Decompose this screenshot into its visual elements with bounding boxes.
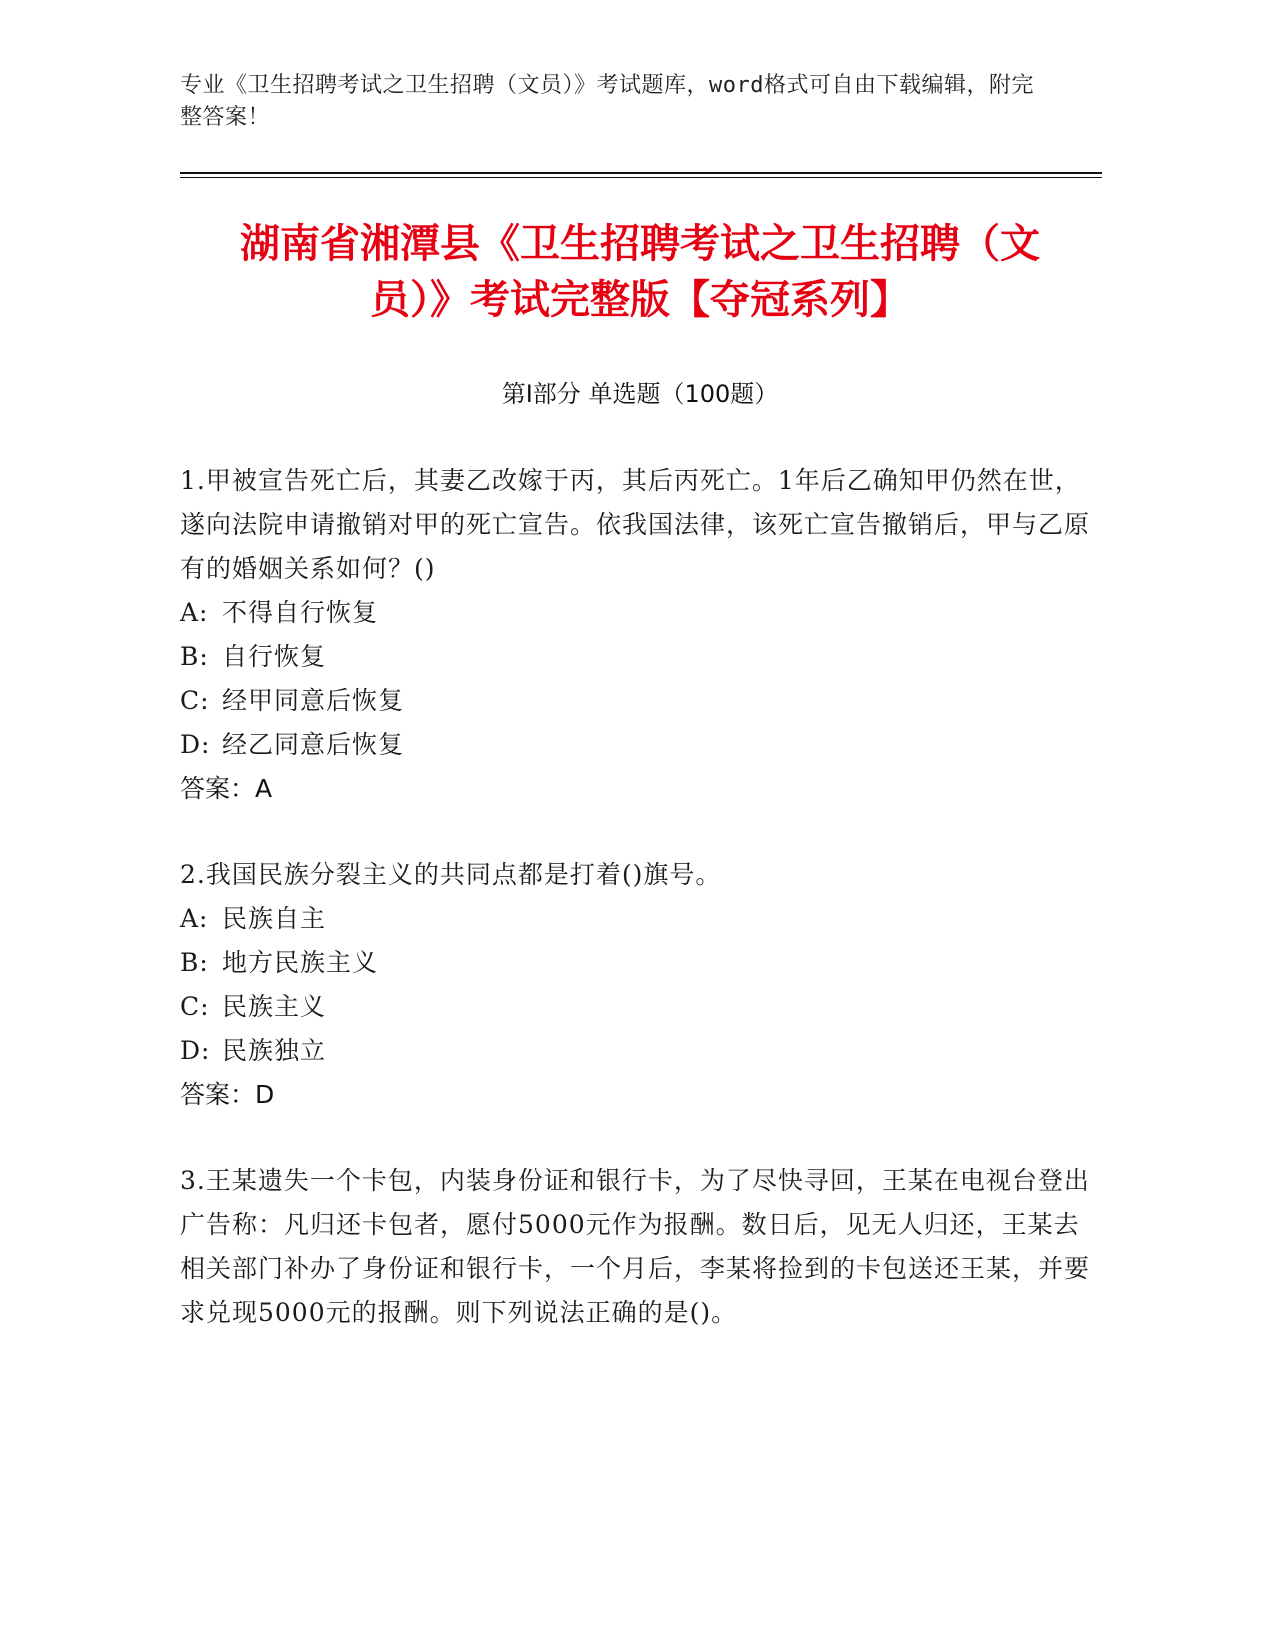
question-1: [180, 459, 1100, 811]
option-c: C: 经甲同意后恢复: [180, 686, 405, 715]
header-divider: [180, 172, 1102, 178]
option-a: A: 民族自主: [180, 904, 327, 933]
option-d: D: 经乙同意后恢复: [180, 730, 405, 759]
question-2: [180, 853, 1100, 1117]
document-title: 湖南省湘潭县《卫生招聘考试之卫生招聘（文员）》考试完整版【夺冠系列】: [240, 221, 1040, 323]
answer-line: 答案：D: [180, 1080, 275, 1109]
option-b: B: 自行恢复: [180, 642, 327, 671]
question-stem: 1.甲被宣告死亡后，其妻乙改嫁于丙，其后丙死亡。1年后乙确知甲仍然在世，遂向法院申请撤销对甲的死亡宣告。依我国法律，该死亡宣告撤销后，甲与乙原有的婚姻关系如何？(): [180, 466, 1091, 583]
question-3: [180, 1159, 1100, 1335]
answer-line: 答案：A: [180, 774, 273, 803]
question-stem: 2.我国民族分裂主义的共同点都是打着()旗号。: [180, 860, 722, 889]
section-title: 第Ⅰ部分 单选题（100题）: [501, 380, 779, 408]
question-stem: 3.王某遗失一个卡包，内装身份证和银行卡，为了尽快寻回，王某在电视台登出广告称：凡归还卡包者，愿付5000元作为报酬。数日后，见无人归还，王某去相关部门补办了身份证和银行卡，一个月后，李某将捡到的卡包送还王某，并要求兑现5000元的报酬。则下列说法正确的是()。: [180, 1166, 1091, 1327]
option-b: B: 地方民族主义: [180, 948, 379, 977]
header-note: 专业《卫生招聘考试之卫生招聘（文员）》考试题库，word格式可自由下载编辑，附完整答案！: [180, 73, 1034, 130]
option-d: D: 民族独立: [180, 1036, 327, 1065]
option-c: C: 民族主义: [180, 992, 327, 1021]
option-a: A: 不得自行恢复: [180, 598, 379, 627]
document-page: [180, 70, 1100, 1335]
